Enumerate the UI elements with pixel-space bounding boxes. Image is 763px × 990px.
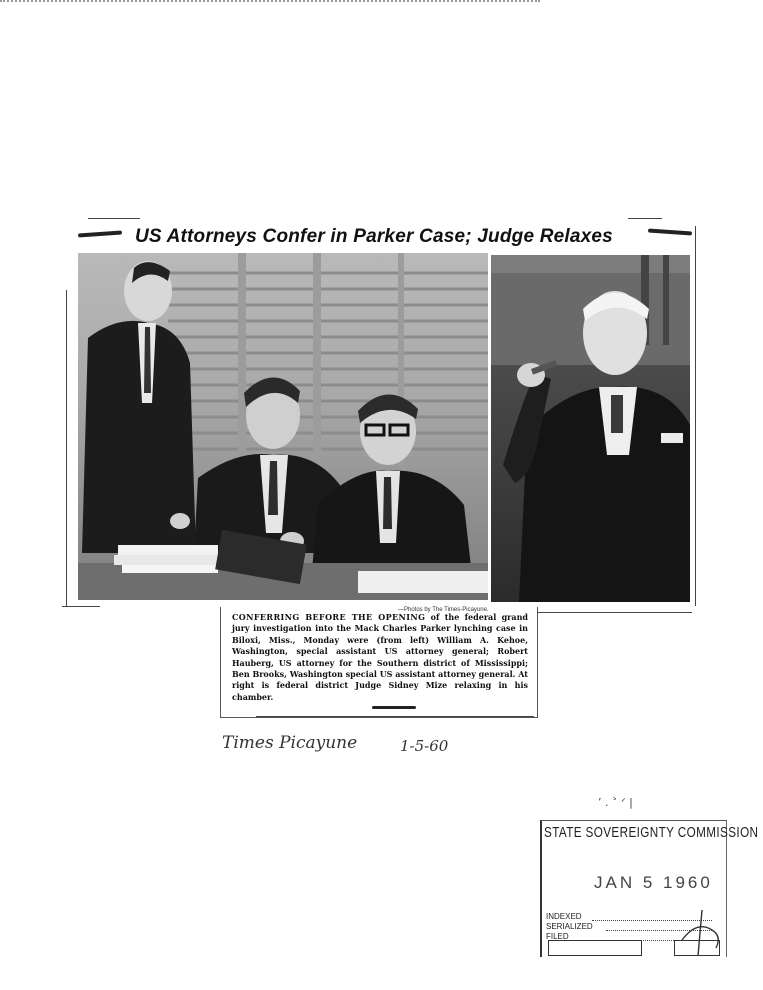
stamp-row-indexed: INDEXED	[546, 912, 582, 921]
headline-dash-left	[78, 230, 122, 237]
window-blinds	[168, 273, 488, 449]
photo-attorneys-conferring	[78, 253, 488, 600]
clip-rule-right	[695, 226, 696, 606]
stamp-row-filed: FILED	[546, 932, 569, 941]
stamp-tick-marks: ʼ . ˃ ᐟ |	[598, 796, 633, 809]
stamp-box-left	[548, 940, 642, 956]
photo-judge-relaxing	[491, 255, 690, 602]
caption-body: of the federal grand jury investigation into the Mack Charles Parker lynching case in Biloxi, Miss., Monday were (from left) William A. Kehoe, Washington, special assistant US attorney general; Robert Hauberg, US attorney for the Southern district of Mississippi; Ben Brooks, Washington special US assistant attorney general. At right is federal district Judge Sidney Mize relaxing in his chamber.	[232, 612, 528, 702]
handwritten-source: Times Picayune	[222, 733, 358, 753]
clip-rule-left	[66, 290, 67, 606]
stamp-date: JAN 5 1960	[594, 873, 713, 892]
clip-rule-bottom-left	[62, 606, 100, 607]
stamp-title: STATE SOVEREIGNTY COMMISSION	[544, 824, 759, 841]
clip-rule-top-left	[88, 218, 140, 219]
handwritten-date: 1-5-60	[400, 737, 449, 755]
top-dotted-edge	[0, 0, 540, 4]
photo-judge-illustration	[491, 255, 690, 602]
clip-rule-bottom-right	[538, 612, 692, 613]
headline: US Attorneys Confer in Parker Case; Judge Relaxes	[135, 226, 613, 247]
photo-credit: —Photos by The Times-Picayune.	[398, 607, 489, 613]
caption-end-dash	[372, 706, 416, 709]
photo-attorneys-illustration	[78, 253, 488, 600]
caption	[232, 612, 528, 703]
caption-lead: CONFERRING BEFORE THE OPENING	[232, 612, 426, 622]
clip-rule-top-right	[628, 218, 662, 219]
stamp-row-serialized: SERIALIZED	[546, 922, 593, 931]
stamp-initials-scribble	[672, 900, 732, 960]
